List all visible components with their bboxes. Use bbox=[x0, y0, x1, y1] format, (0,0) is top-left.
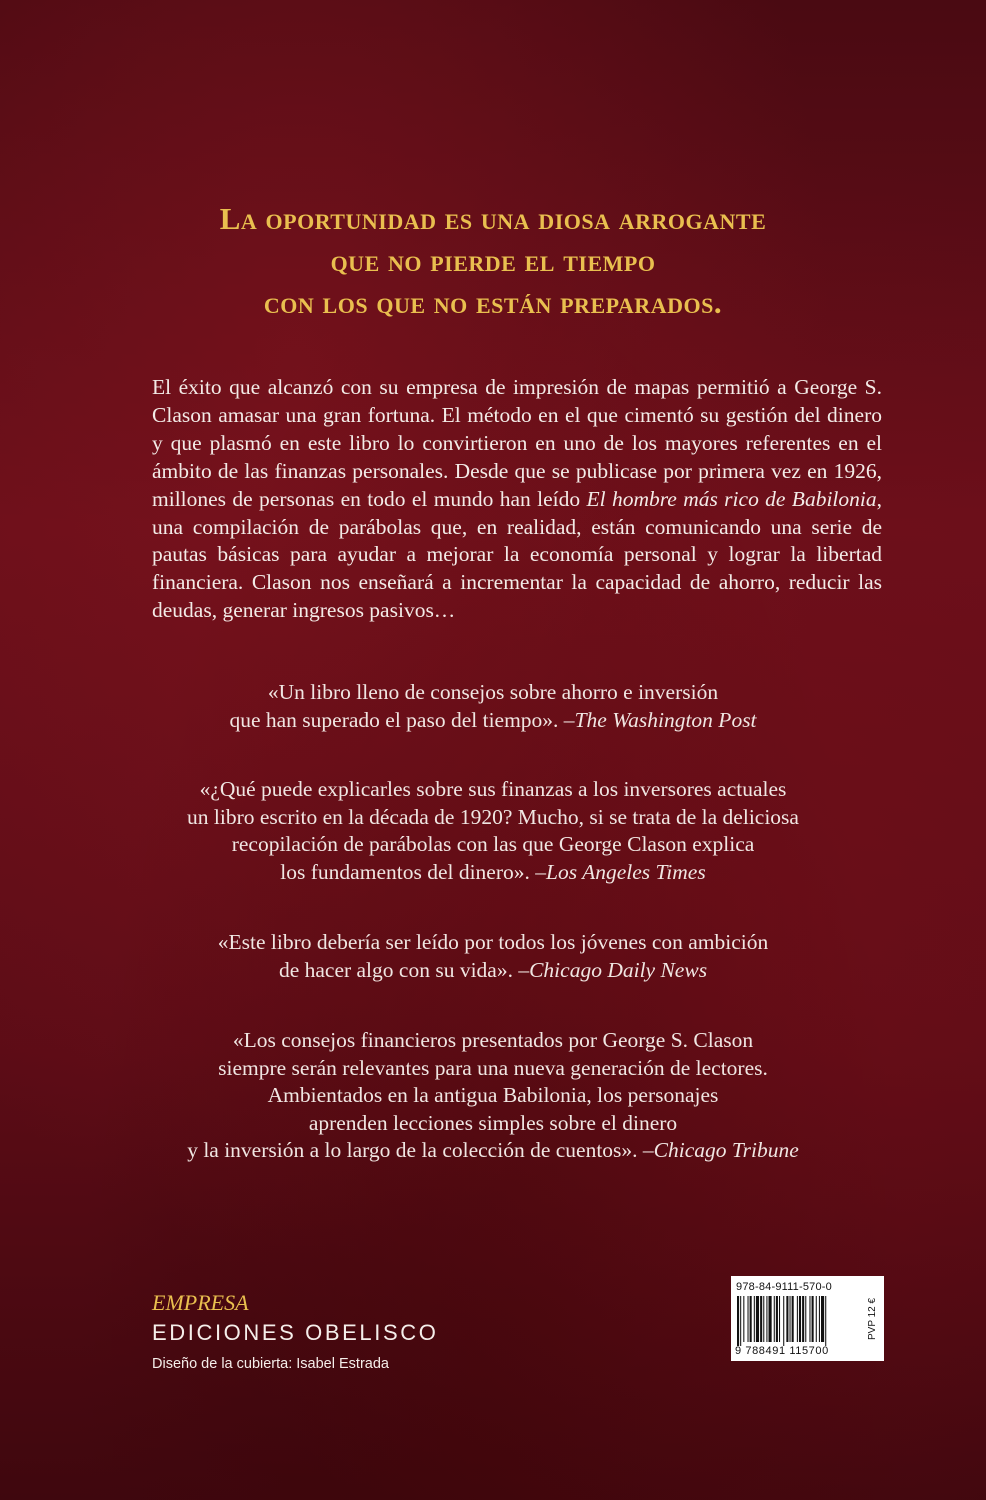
review-quote bbox=[0, 1027, 986, 1165]
quote-line: que han superado el paso del tiempo». – bbox=[229, 707, 575, 732]
barcode-bar bbox=[792, 1296, 794, 1342]
barcode-icon bbox=[735, 1296, 860, 1346]
barcode-bar bbox=[754, 1296, 755, 1342]
barcode-bar bbox=[783, 1296, 784, 1346]
description-text: , una compilación de parábolas que, en realidad, están comunicando una serie de pautas básicas para ayudar a mejorar la economía personal y lograr la libertad financiera. Clason nos enseñará a incrementar la capacidad de ahorro, reducir las deudas, generar ingresos pasivos… bbox=[152, 486, 882, 623]
quote-line: siempre serán relevantes para una nueva generación de lectores. bbox=[218, 1055, 768, 1080]
quote-line: y la inversión a lo largo de la colección de cuentos». – bbox=[187, 1138, 654, 1162]
barcode-bar bbox=[816, 1296, 817, 1342]
quote-line: Ambientados en la antigua Babilonia, los personajes bbox=[267, 1083, 719, 1107]
publisher-name: EDICIONES OBELISCO bbox=[152, 1320, 439, 1345]
barcode-bar bbox=[779, 1296, 780, 1342]
quote-line: los fundamentos del dinero». – bbox=[280, 859, 547, 884]
series-name: EMPRESA bbox=[152, 1290, 249, 1315]
ean-number: 9 788491 115700 bbox=[735, 1345, 829, 1357]
quote-line: recopilación de parábolas con las que George Clason explica bbox=[231, 832, 755, 856]
quote-source: Chicago Tribune bbox=[653, 1138, 799, 1162]
barcode-bar bbox=[797, 1296, 798, 1342]
isbn-number: 978-84-9111-570-0 bbox=[736, 1281, 832, 1293]
review-quote bbox=[0, 679, 986, 734]
barcode-bar bbox=[766, 1296, 767, 1342]
barcode-bar bbox=[763, 1296, 764, 1342]
barcode-bar bbox=[769, 1296, 772, 1342]
quote-line: «Un libro lleno de consejos sobre ahorro e inversión bbox=[267, 680, 719, 704]
quote-source: Chicago Daily News bbox=[529, 957, 708, 982]
tagline-line: que no pierde el tiempo bbox=[330, 243, 656, 278]
price-label: PVP 12 € bbox=[867, 1297, 878, 1341]
barcode-bar bbox=[786, 1296, 788, 1342]
barcode-bar bbox=[774, 1296, 775, 1342]
description-text: El éxito que alcanzó con su empresa de impresión de mapas permitió a George S. Clason amasar una gran fortuna. El método en el que cimentó su gestión del dinero y que plasmó en este libro lo convirtieron en uno de los mayores referentes en el ámbito de las finanzas personales. Desde que se publicase por primera vez en 1926, millones de personas en todo el mundo han leído bbox=[152, 375, 882, 511]
barcode-bar bbox=[750, 1296, 752, 1342]
tagline-line: La oportunidad es una diosa arrogante bbox=[219, 201, 767, 236]
quote-line: «¿Qué puede explicarles sobre sus finanzas a los inversores actuales bbox=[199, 777, 787, 801]
quote-line: «Los consejos financieros presentados por George S. Clason bbox=[232, 1028, 754, 1052]
barcode-box bbox=[731, 1276, 884, 1361]
barcode-bar bbox=[812, 1296, 814, 1342]
barcode-bar bbox=[802, 1296, 804, 1342]
barcode-bar bbox=[743, 1296, 744, 1342]
quote-line: aprenden lecciones simples sobre el dinero bbox=[308, 1110, 678, 1135]
tagline-line: con los que no están preparados. bbox=[263, 285, 723, 320]
barcode-bar bbox=[821, 1296, 824, 1342]
review-quote bbox=[0, 929, 986, 984]
cover-design-credit: Diseño de la cubierta: Isabel Estrada bbox=[152, 1356, 389, 1372]
barcode-bar bbox=[756, 1296, 759, 1342]
quote-line: un libro escrito en la década de 1920? Mucho, si se trata de la deliciosa bbox=[187, 804, 799, 829]
quote-source: The Washington Post bbox=[574, 707, 757, 732]
cover-tagline bbox=[0, 198, 986, 324]
barcode-bar bbox=[819, 1296, 820, 1342]
barcode-bar bbox=[737, 1296, 739, 1346]
publisher-imprint bbox=[152, 1290, 438, 1374]
review-quote bbox=[0, 776, 986, 886]
barcode-bar bbox=[809, 1296, 810, 1342]
barcode-bar bbox=[740, 1296, 741, 1346]
barcode-bar bbox=[825, 1296, 826, 1346]
quote-line: de hacer algo con su vida». – bbox=[278, 957, 530, 982]
barcode-bar bbox=[776, 1296, 778, 1342]
barcode-bar bbox=[760, 1296, 762, 1342]
barcode-bar bbox=[805, 1296, 806, 1342]
book-description bbox=[152, 374, 882, 625]
book-title: El hombre más rico de Babilonia bbox=[586, 486, 877, 511]
barcode-bar bbox=[748, 1296, 749, 1342]
barcode-bar bbox=[790, 1296, 791, 1342]
quote-source: Los Angeles Times bbox=[546, 859, 706, 884]
quote-line: «Este libro debería ser leído por todos los jóvenes con ambición bbox=[217, 930, 769, 954]
barcode-bar bbox=[799, 1296, 801, 1342]
